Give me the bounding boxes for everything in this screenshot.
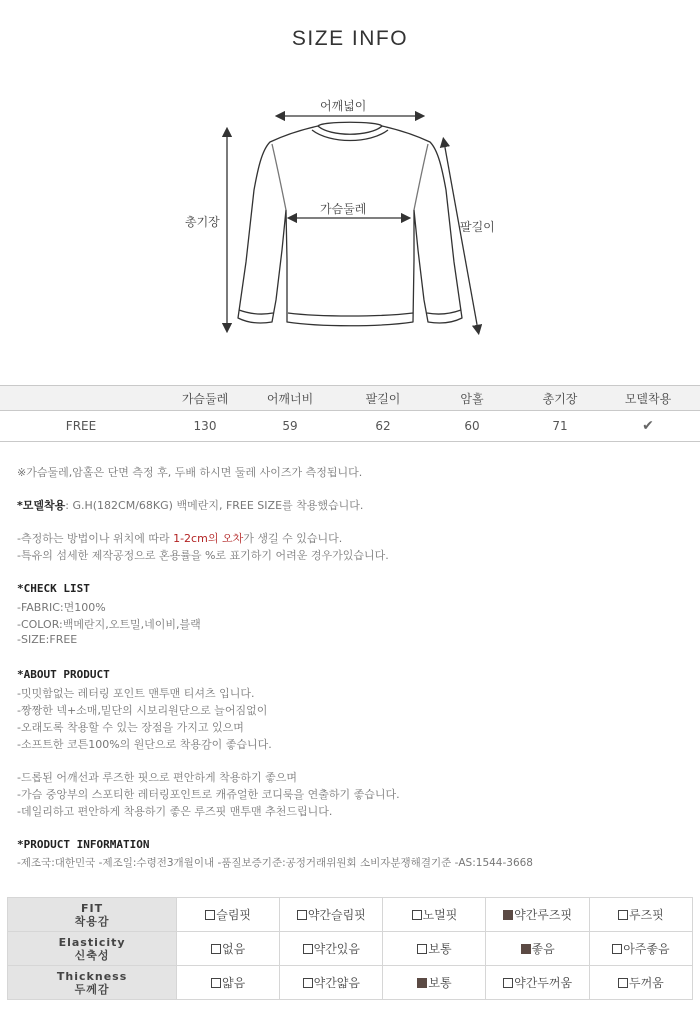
product-info-heading: *PRODUCT INFORMATION <box>17 838 150 851</box>
error-note-pre: -측정하는 방법이나 위치에 따라 <box>17 532 174 545</box>
model-wear-line <box>17 497 363 513</box>
about-item: -가슴 중앙부의 스포티한 레터링포인트로 캐쥬얼한 코디룩을 연출하기 좋습니다. <box>17 788 400 801</box>
elasticity-row-label <box>8 932 177 966</box>
thickness-option-label: 두꺼움 <box>629 976 664 990</box>
about-item: -짱짱한 넥+소매,밑단의 시보리원단으로 늘어짐없이 <box>17 704 268 717</box>
elasticity-label-ko: 신축성 <box>74 948 110 962</box>
fit-option <box>589 898 692 932</box>
fit-row <box>8 898 693 932</box>
header-sleeve: 팔길이 <box>365 391 401 406</box>
about-item: -오래도록 착용할 수 있는 장점을 가지고 있으며 <box>17 721 244 734</box>
checkbox-icon <box>618 978 628 988</box>
fit-option-label: 약간루즈핏 <box>514 908 573 922</box>
fit-label-ko: 착용감 <box>74 914 110 928</box>
about-item: -밋밋함없는 레터링 포인트 맨투맨 티셔츠 입니다. <box>17 687 255 700</box>
check-list-heading: *CHECK LIST <box>17 582 90 595</box>
checkbox-icon <box>412 910 422 920</box>
about-item: -소프트한 코튼100%의 원단으로 착용감이 좋습니다. <box>17 738 272 751</box>
checkbox-icon <box>303 944 313 954</box>
thickness-option-label: 보통 <box>428 976 452 990</box>
elasticity-option <box>383 932 486 966</box>
fit-option-label: 슬림핏 <box>216 908 252 922</box>
cell-length: 71 <box>552 419 568 433</box>
header-model: 모델착용 <box>624 391 672 406</box>
elasticity-option-label: 약간있음 <box>313 942 360 956</box>
measure-note: ※가슴둘레,암홀은 단면 측정 후, 두배 하시면 둘레 사이즈가 측정됩니다. <box>17 466 363 479</box>
thickness-option-label: 약간두꺼움 <box>514 976 573 990</box>
checkbox-icon <box>303 978 313 988</box>
sweatshirt-diagram <box>0 0 700 340</box>
elasticity-option <box>177 932 280 966</box>
thickness-row-label <box>8 966 177 1000</box>
thickness-label-en: Thickness <box>56 969 128 983</box>
cell-armhole: 60 <box>464 419 480 433</box>
length-label: 총기장 <box>185 215 220 229</box>
cell-size: FREE <box>65 419 97 433</box>
thickness-option <box>589 966 692 1000</box>
checkbox-icon <box>211 944 221 954</box>
header-shoulder: 어깨너비 <box>266 391 314 406</box>
checkbox-icon <box>205 910 215 920</box>
fit-label-en: FIT <box>81 901 104 915</box>
cell-chest: 130 <box>193 419 217 433</box>
checkbox-icon <box>612 944 622 954</box>
elasticity-option-label: 보통 <box>428 942 452 956</box>
cell-shoulder: 59 <box>282 419 298 433</box>
elasticity-option <box>486 932 589 966</box>
elasticity-option-label: 아주좋음 <box>623 942 670 956</box>
checkbox-icon <box>503 978 513 988</box>
header-chest: 가슴둘레 <box>181 391 229 406</box>
fit-option-label: 약간슬림핏 <box>307 908 366 922</box>
about-item: -데일리하고 편안하게 착용하기 좋은 루즈핏 맨투맨 추천드립니다. <box>17 805 333 818</box>
about-heading: *ABOUT PRODUCT <box>17 668 110 681</box>
elasticity-row <box>8 932 693 966</box>
fit-option <box>177 898 280 932</box>
check-icon: ✔ <box>642 418 654 434</box>
about-item: -드롭된 어깨선과 루즈한 핏으로 편안하게 착용하기 좋으며 <box>17 771 297 784</box>
check-list-item: -SIZE:FREE <box>17 633 78 646</box>
elasticity-option <box>589 932 692 966</box>
check-list-item: -COLOR:백메란지,오트밀,네이비,블랙 <box>17 618 201 631</box>
page-title: SIZE INFO <box>291 27 409 50</box>
elasticity-option-label: 좋음 <box>531 942 555 956</box>
error-note-highlight: 1-2cm의 오차 <box>173 532 244 545</box>
thickness-option-label: 약간얇음 <box>313 976 360 990</box>
checkbox-checked-icon <box>417 978 427 988</box>
fit-option-label: 노멀핏 <box>422 908 458 922</box>
fit-option <box>280 898 383 932</box>
fit-option <box>383 898 486 932</box>
checkbox-icon <box>618 910 628 920</box>
model-wear-label: *모델착용 <box>17 499 66 512</box>
thickness-label-ko: 두께감 <box>74 982 110 996</box>
error-note-post: 가 생길 수 있습니다. <box>243 532 343 545</box>
fit-option <box>486 898 589 932</box>
check-list-item: -FABRIC:면100% <box>17 601 106 614</box>
cell-sleeve: 62 <box>375 419 391 433</box>
size-table-header <box>0 385 700 411</box>
error-note <box>17 530 342 546</box>
sleeve-label: 팔길이 <box>460 220 495 234</box>
fabric-ratio-note: -특유의 섬세한 제작공정으로 혼용률을 %로 표기하기 어려운 경우가있습니다. <box>17 549 389 562</box>
checkbox-checked-icon <box>503 910 513 920</box>
header-length: 총기장 <box>542 391 578 406</box>
model-wear-text: : G.H(182CM/68KG) 백메란지, FREE SIZE를 착용했습니다. <box>65 499 364 512</box>
size-table-row <box>0 411 700 442</box>
thickness-option <box>486 966 589 1000</box>
elasticity-option-label: 없음 <box>222 942 246 956</box>
chest-label: 가슴둘레 <box>320 202 367 216</box>
product-info-text: -제조국:대한민국 -제조일:수령전3개월이내 -품질보증기준:공정거래위원회 소비자분쟁해결기준 -AS:1544-3668 <box>17 857 533 869</box>
fit-row-label <box>8 898 177 932</box>
thickness-option <box>280 966 383 1000</box>
shirt-outline <box>238 126 462 326</box>
thickness-row <box>8 966 693 1000</box>
checkbox-icon <box>417 944 427 954</box>
thickness-option <box>177 966 280 1000</box>
elasticity-option <box>280 932 383 966</box>
header-armhole: 암홀 <box>460 391 484 406</box>
checkbox-icon <box>211 978 221 988</box>
shoulder-label: 어깨넓이 <box>320 99 367 113</box>
checkbox-checked-icon <box>521 944 531 954</box>
thickness-option <box>383 966 486 1000</box>
fit-table <box>7 897 693 1000</box>
thickness-option-label: 얇음 <box>222 976 246 990</box>
elasticity-label-en: Elasticity <box>58 935 126 949</box>
checkbox-icon <box>297 910 307 920</box>
fit-option-label: 루즈핏 <box>629 908 664 922</box>
